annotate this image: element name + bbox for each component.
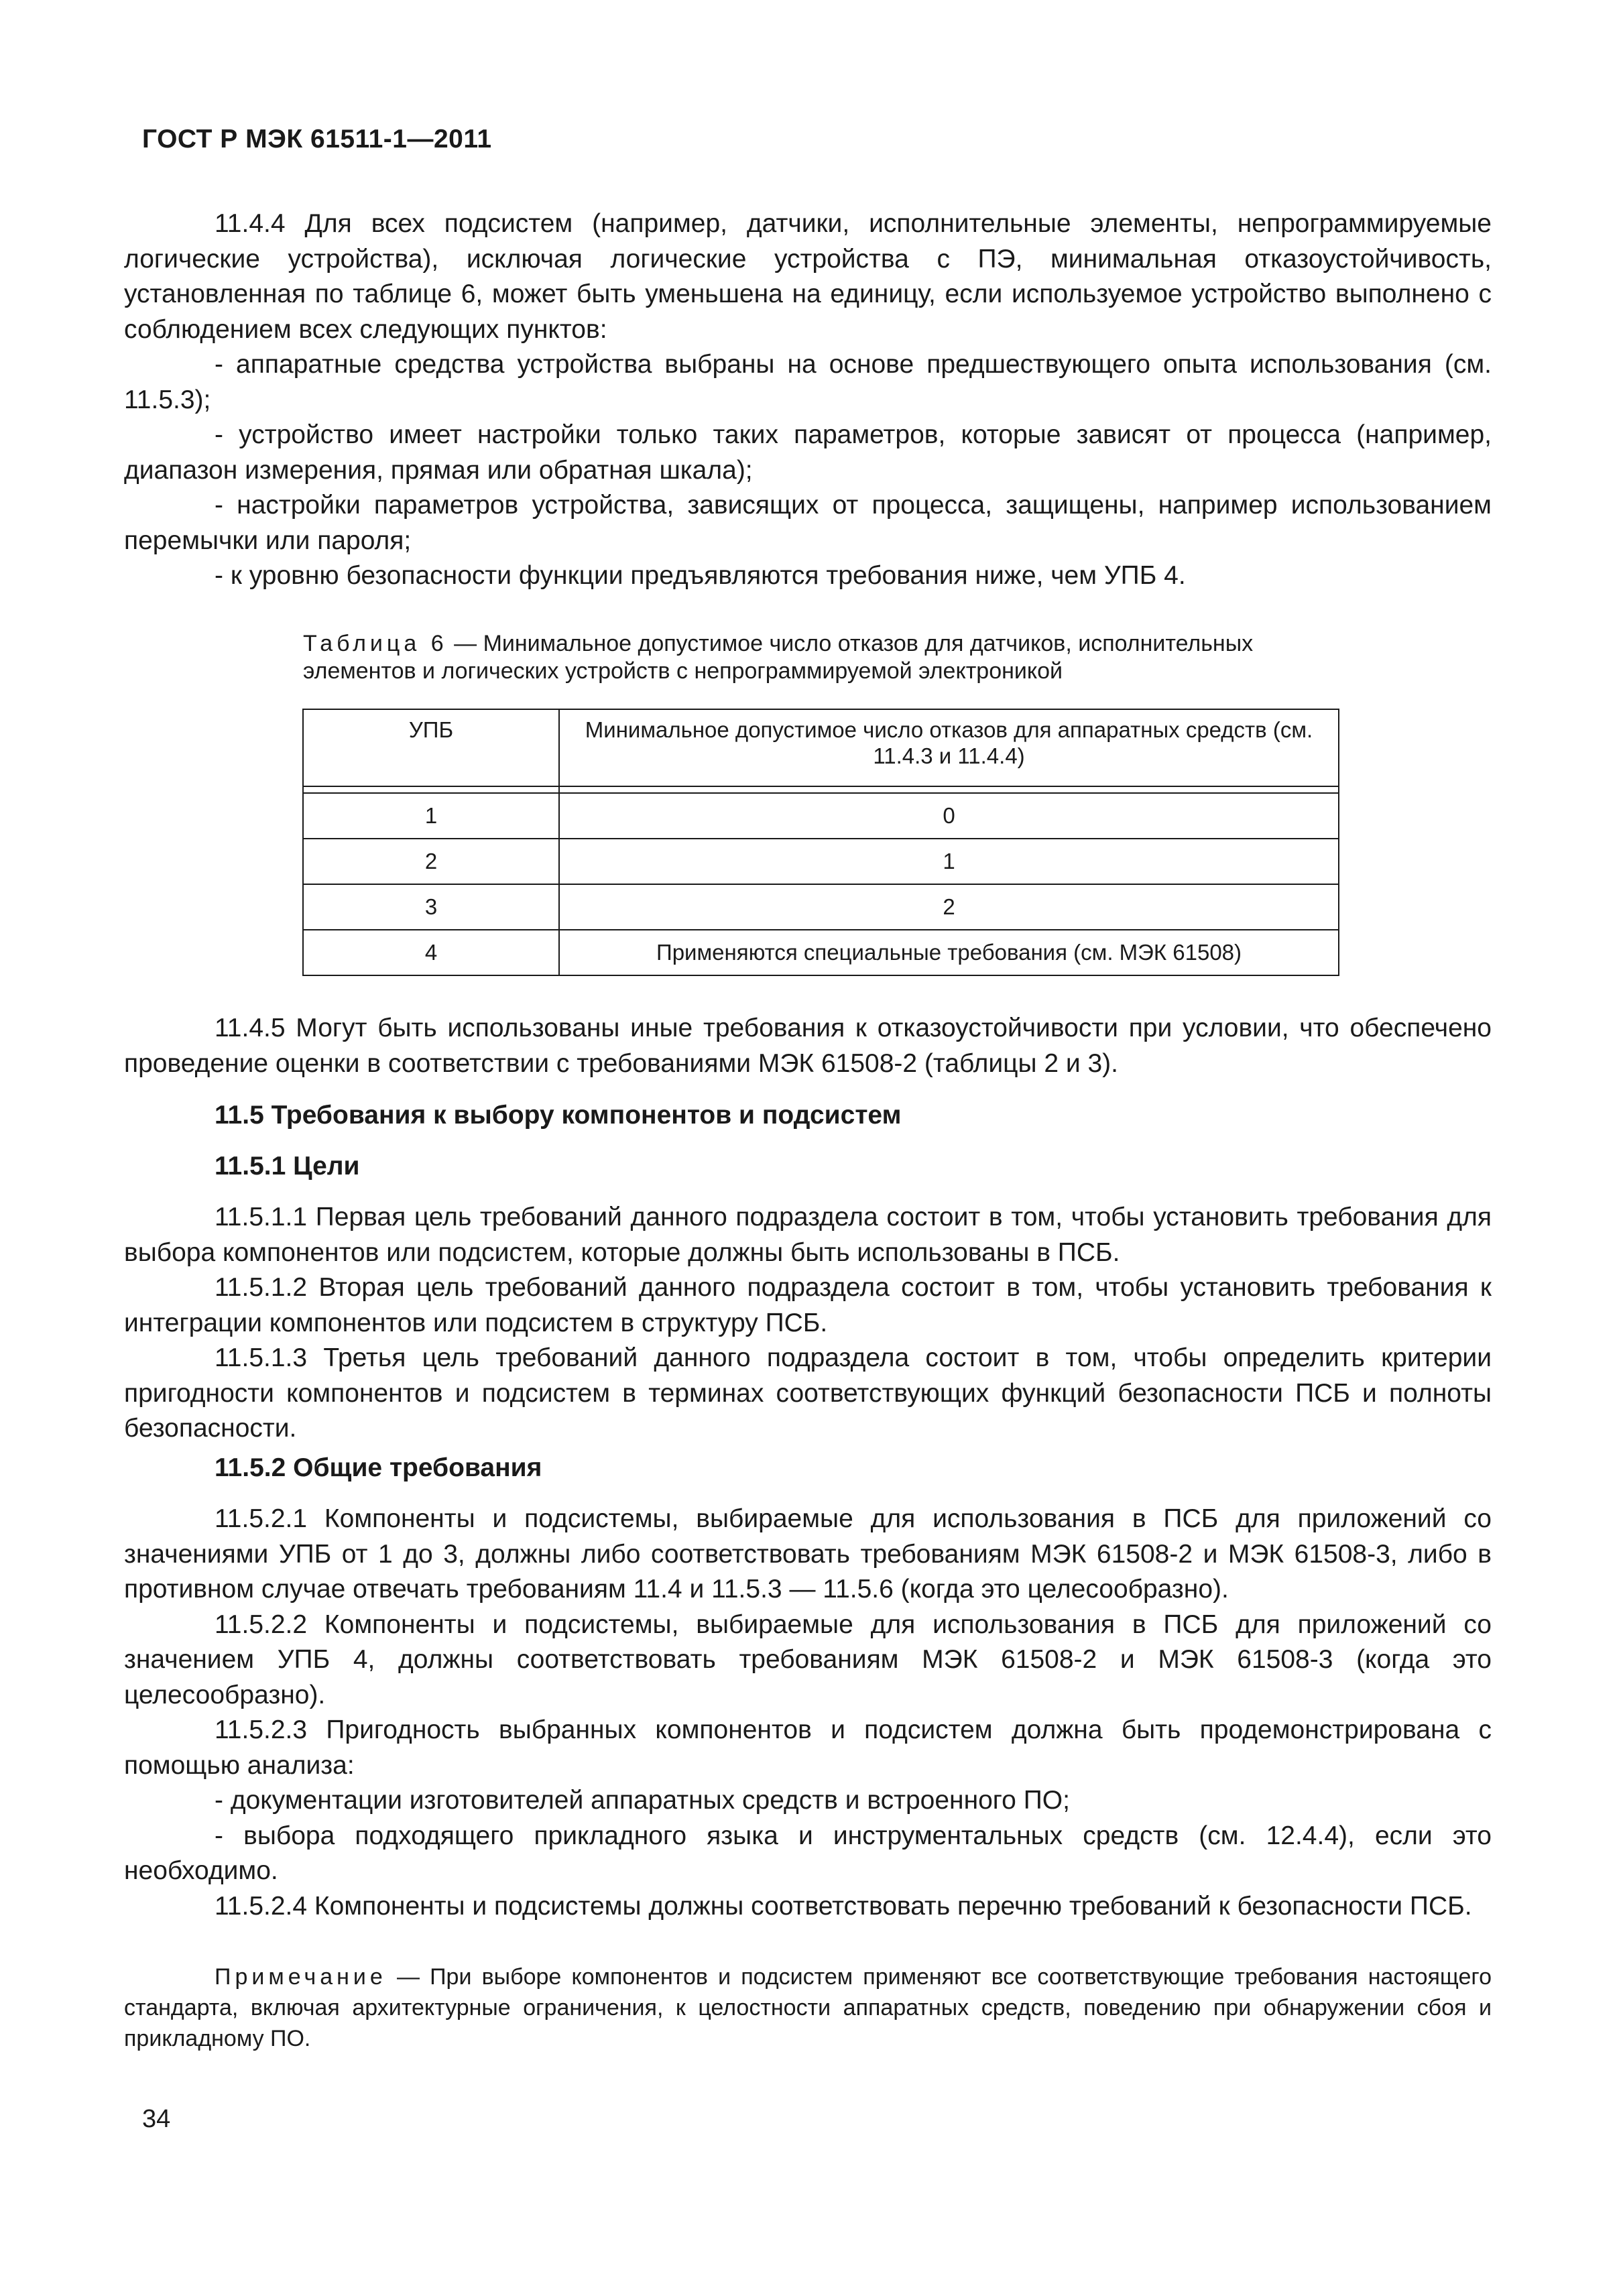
table-cell-value: Применяются специальные требования (см. МЭК 61508): [559, 930, 1339, 975]
clause-11-4-4: [124, 206, 1492, 594]
section-heading-11-5: 11.5 Требования к выбору компонентов и подсистем: [215, 1101, 902, 1130]
table-header-min-faults: Минимальное допустимое число отказов для аппаратных средств (см. 11.4.3 и 11.4.4): [559, 709, 1339, 786]
paragraph: 11.4.4 Для всех подсистем (например, датчики, исполнительные элементы, непрограммируемые логические устройства), исключая логические устройства с ПЭ, минимальная отказоустойчивость, установленная по таблице 6, может быть уменьшена на единицу, если используемое устройство выполнено с соблюдением всех следующих пунктов:: [124, 209, 1492, 344]
clause-11-4-5: [124, 1011, 1492, 1081]
section-heading-11-5-2: 11.5.2 Общие требования: [215, 1453, 542, 1482]
table-6: [302, 709, 1339, 976]
note-text: — При выборе компонентов и подсистем применяют все соответствующие требования настоящего стандарта, включая архитектурные ограничения, к целостности аппаратных средств, поведению при обнаружении сбоя и прикладному ПО.: [124, 1964, 1492, 2051]
table-cell-value: 1: [559, 839, 1339, 884]
table-caption: [303, 630, 1342, 685]
paragraph: 11.4.5 Могут быть использованы иные требования к отказоустойчивости при условии, что обеспечено проведение оценки в соответствии с требованиями МЭК 61508-2 (таблицы 2 и 3).: [124, 1014, 1492, 1078]
table-row: [303, 839, 1339, 884]
note-label: Примечание: [215, 1964, 387, 1990]
paragraph: 11.5.2.1 Компоненты и подсистемы, выбираемые для использования в ПСБ для приложений со значениями УПБ от 1 до 3, должны либо соответствовать требованиям МЭК 61508-2 и МЭК 61508-3, либо в противном случае отвечать требованиям 11.4 и 11.5.3 — 11.5.6 (когда это целесообразно).: [124, 1504, 1492, 1604]
document-header: ГОСТ Р МЭК 61511-1—2011: [142, 125, 492, 154]
list-item: - к уровню безопасности функции предъявляются требования ниже, чем УПБ 4.: [215, 561, 1186, 590]
page-number: 34: [142, 2105, 171, 2133]
table-cell-upb: 4: [303, 930, 559, 975]
table-row: [303, 930, 1339, 975]
table-cell-upb: 3: [303, 884, 559, 930]
clause-11-5-2: [124, 1502, 1492, 1924]
table-row: [303, 884, 1339, 930]
table-header-separator: [303, 786, 1339, 793]
paragraph: 11.5.2.2 Компоненты и подсистемы, выбираемые для использования в ПСБ для приложений со значением УПБ 4, должны соответствовать требованиям МЭК 61508-2 и МЭК 61508-3 (когда это целесообразно).: [124, 1610, 1492, 1709]
table-cell-value: 2: [559, 884, 1339, 930]
note: [124, 1961, 1492, 2054]
table-caption-text: — Минимальное допустимое число отказов для датчиков, исполнительных элементов и логических устройств с непрограммируемой электроникой: [303, 631, 1254, 684]
table-caption-label: Таблица 6: [303, 631, 448, 656]
table-cell-upb: 2: [303, 839, 559, 884]
section-heading-11-5-1: 11.5.1 Цели: [215, 1152, 360, 1181]
list-item: - устройство имеет настройки только таких параметров, которые зависят от процесса (например, диапазон измерения, прямая или обратная шкала);: [124, 420, 1492, 485]
table-header-row: [303, 709, 1339, 786]
paragraph: 11.5.1.2 Вторая цель требований данного подраздела состоит в том, чтобы установить требования к интеграции компонентов или подсистем в структуру ПСБ.: [124, 1273, 1492, 1337]
clause-11-5-1: [124, 1200, 1492, 1447]
paragraph: 11.5.2.4 Компоненты и подсистемы должны соответствовать перечню требований к безопасности ПСБ.: [215, 1891, 1472, 1921]
table-cell-upb: 1: [303, 793, 559, 839]
list-item: - настройки параметров устройства, зависящих от процесса, защищены, например использованием перемычки или пароля;: [124, 491, 1492, 555]
table-cell-value: 0: [559, 793, 1339, 839]
table-row: [303, 793, 1339, 839]
list-item: - документации изготовителей аппаратных средств и встроенного ПО;: [215, 1786, 1070, 1815]
table-header-upb: УПБ: [303, 709, 559, 786]
list-item: - выбора подходящего прикладного языка и инструментальных средств (см. 12.4.4), если это необходимо.: [124, 1821, 1492, 1885]
paragraph: 11.5.1.3 Третья цель требований данного подраздела состоит в том, чтобы определить критерии пригодности компонентов и подсистем в терминах соответствующих функций безопасности ПСБ и полноты безопасности.: [124, 1343, 1492, 1443]
list-item: - аппаратные средства устройства выбраны на основе предшествующего опыта использования (см. 11.5.3);: [124, 350, 1492, 414]
paragraph: 11.5.2.3 Пригодность выбранных компонентов и подсистем должна быть продемонстрирована с помощью анализа:: [124, 1715, 1492, 1780]
paragraph: 11.5.1.1 Первая цель требований данного подраздела состоит в том, чтобы установить требования для выбора компонентов или подсистем, которые должны быть использованы в ПСБ.: [124, 1203, 1492, 1267]
